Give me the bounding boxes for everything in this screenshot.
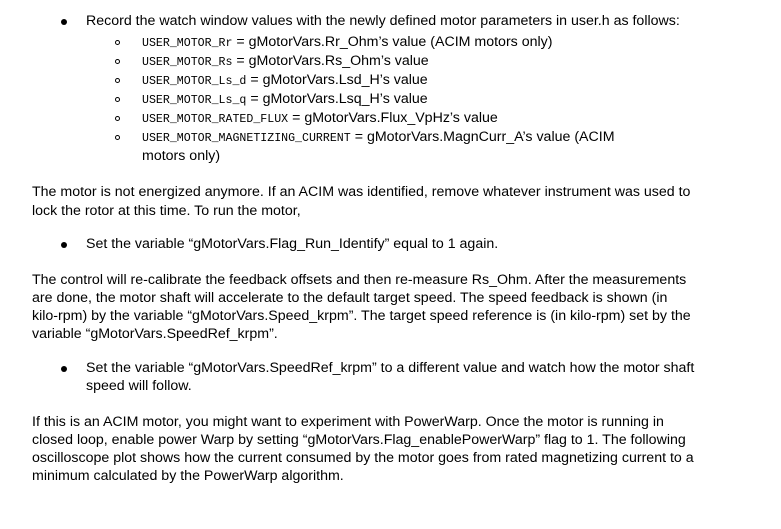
- paragraph-line: The control will re-calibrate the feedback offsets and then re-measure Rs_Ohm. After the measurements: [32, 272, 687, 288]
- param-line: [142, 129, 615, 147]
- param-text: gMotorVars.MagnCurr_A’s value (ACIM: [366, 129, 615, 145]
- param-eq: =: [236, 53, 245, 69]
- param-eq: =: [292, 110, 301, 126]
- param-eq: =: [250, 91, 259, 107]
- bullet-marker: [61, 19, 67, 25]
- bullet-text: Set the variable “gMotorVars.SpeedRef_krpm” to a different value and watch how the motor shaft: [86, 360, 695, 376]
- sub-bullet-marker: [115, 78, 120, 83]
- param-code: USER_MOTOR_Rs: [142, 56, 233, 69]
- param-eq: =: [250, 72, 259, 88]
- paragraph-line: If this is an ACIM motor, you might want to experiment with PowerWarp. Once the motor is running in: [32, 414, 664, 430]
- sub-bullet-marker: [115, 40, 120, 45]
- param-line: [142, 34, 552, 52]
- param-line: [142, 72, 428, 90]
- param-continuation: motors only): [142, 148, 221, 164]
- sub-bullet-marker: [115, 97, 120, 102]
- paragraph-line: variable “gMotorVars.SpeedRef_krpm”.: [32, 326, 278, 342]
- sub-bullet-marker: [115, 116, 120, 121]
- sub-bullet-marker: [115, 59, 120, 64]
- paragraph-line: minimum calculated by the PowerWarp algorithm.: [32, 468, 344, 484]
- paragraph-line: are done, the motor shaft will accelerate to the default target speed. The speed feedback is shown (in: [32, 290, 668, 306]
- param-line: [142, 53, 429, 71]
- paragraph-line: closed loop, enable power Warp by setting “gMotorVars.Flag_enablePowerWarp” flag to 1. The following: [32, 432, 686, 448]
- bullet-text: Set the variable “gMotorVars.Flag_Run_Identify” equal to 1 again.: [86, 236, 499, 252]
- param-line: [142, 110, 498, 128]
- param-text: gMotorVars.Lsq_H’s value: [262, 91, 428, 107]
- param-text: gMotorVars.Rr_Ohm’s value (ACIM motors only): [248, 34, 553, 50]
- param-text: gMotorVars.Lsd_H’s value: [262, 72, 428, 88]
- paragraph-line: kilo-rpm) by the variable “gMotorVars.Speed_krpm”. The target speed reference is (in kilo-rpm) set by the: [32, 308, 691, 324]
- param-code: USER_MOTOR_Ls_d: [142, 75, 247, 88]
- param-text: gMotorVars.Flux_VpHz’s value: [304, 110, 498, 126]
- bullet-marker: [61, 366, 67, 372]
- bullet-intro-text: Record the watch window values with the newly defined motor parameters in user.h as follows:: [86, 13, 680, 29]
- paragraph-line: lock the rotor at this time. To run the motor,: [32, 203, 301, 219]
- bullet-marker: [61, 242, 67, 248]
- param-code: USER_MOTOR_MAGNETIZING_CURRENT: [142, 132, 351, 145]
- param-code: USER_MOTOR_Ls_q: [142, 94, 247, 107]
- param-eq: =: [236, 34, 245, 50]
- param-code: USER_MOTOR_Rr: [142, 37, 233, 50]
- bullet-text-continuation: speed will follow.: [86, 378, 192, 394]
- param-eq: =: [354, 129, 363, 145]
- paragraph-line: oscilloscope plot shows how the current consumed by the motor goes from rated magnetizing current to a: [32, 450, 694, 466]
- param-text: gMotorVars.Rs_Ohm’s value: [248, 53, 429, 69]
- paragraph-line: The motor is not energized anymore. If an ACIM was identified, remove whatever instrument was used to: [32, 184, 691, 200]
- param-line: [142, 91, 428, 109]
- param-code: USER_MOTOR_RATED_FLUX: [142, 113, 289, 126]
- sub-bullet-marker: [115, 135, 120, 140]
